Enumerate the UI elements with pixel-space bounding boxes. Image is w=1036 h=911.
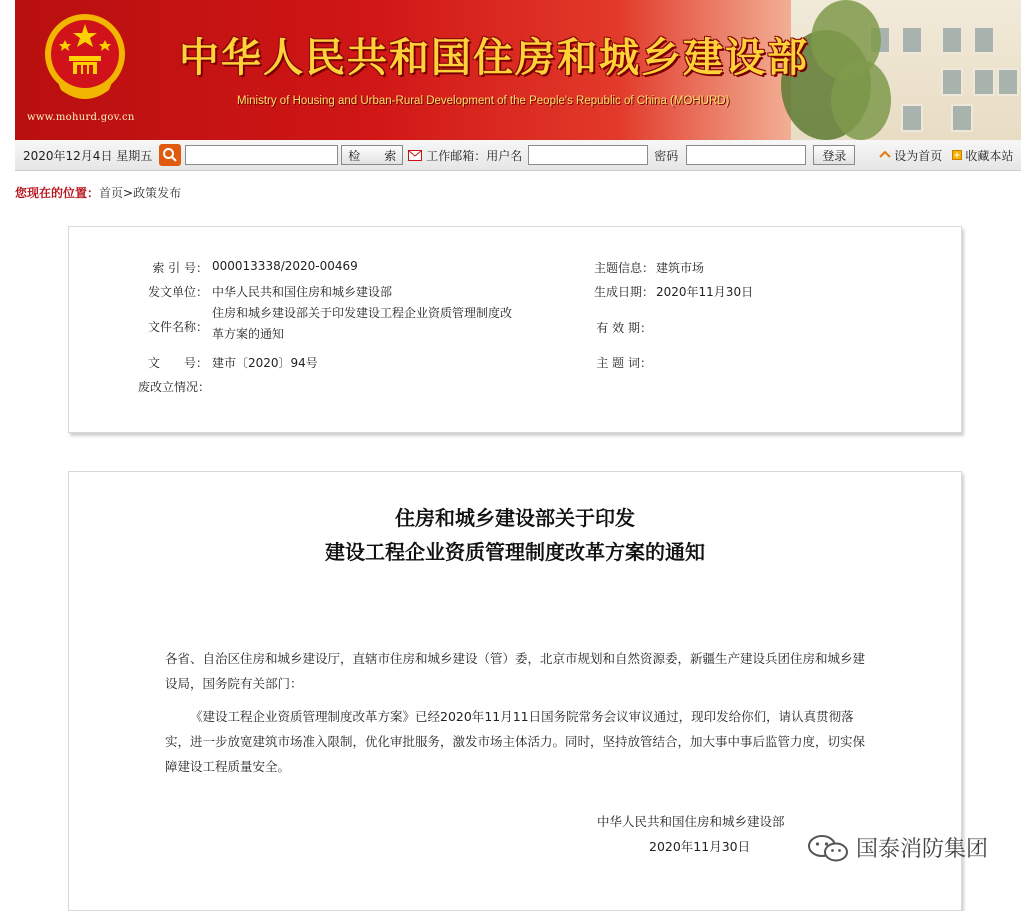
password-label: 密码 xyxy=(654,148,679,163)
docname-value: 住房和城乡建设部关于印发建设工程企业资质管理制度改革方案的通知 xyxy=(212,306,513,341)
set-home-label: 设为首页 xyxy=(894,148,943,163)
index-value: 000013338/2020-00469 xyxy=(212,259,358,273)
breadcrumb-label: 您现在的位置： xyxy=(15,186,100,200)
password-input[interactable] xyxy=(686,145,806,165)
national-emblem-icon xyxy=(43,10,127,104)
doc-sign-date: 2020年11月30日 xyxy=(649,839,751,854)
current-date: 2020年12月4日 星期五 xyxy=(23,148,153,163)
issuer-label: 发文单位： xyxy=(147,285,208,299)
docno-value: 建市〔2020〕94号 xyxy=(212,356,318,370)
mail-icon xyxy=(408,150,422,161)
breadcrumb-home[interactable]: 首页 xyxy=(99,186,124,200)
header-banner xyxy=(15,0,1021,140)
breadcrumb xyxy=(15,184,181,201)
set-home-link[interactable] xyxy=(879,147,942,164)
bookmark-label: 收藏本站 xyxy=(965,148,1014,163)
docno-label: 文 号： xyxy=(147,356,208,370)
bookmark-icon xyxy=(952,150,962,160)
gen-date-value: 2020年11月30日 xyxy=(656,285,754,299)
site-url[interactable]: www.mohurd.gov.cn xyxy=(27,112,135,123)
search-input[interactable] xyxy=(185,145,338,165)
issuer-value: 中华人民共和国住房和城乡建设部 xyxy=(212,285,393,299)
breadcrumb-separator: > xyxy=(123,186,134,200)
topic-value: 建筑市场 xyxy=(656,261,705,275)
breadcrumb-current[interactable]: 政策发布 xyxy=(133,186,182,200)
wechat-icon xyxy=(806,833,850,863)
doc-paragraph: 《建设工程企业资质管理制度改革方案》已经2020年11月11日国务院常务会议审议通过，现印发给你们，请认真贯彻落实，进一步放宽建筑市场准入限制，优化审批服务，激发市场主体活力。同时，坚持放管结合，加大事中事后监管力度，切实保障建设工程质量安全。 xyxy=(165,709,866,774)
watermark xyxy=(806,832,988,863)
site-title: 中华人民共和国住房和城乡建设部 xyxy=(179,34,809,81)
keyword-label: 主 题 词： xyxy=(596,356,652,370)
username-input[interactable] xyxy=(528,145,648,165)
doc-title-line1: 住房和城乡建设部关于印发 xyxy=(395,506,635,530)
doc-recipients: 各省、自治区住房和城乡建设厅，直辖市住房和城乡建设（管）委，北京市规划和自然资源委，新疆生产建设兵团住房和城乡建设局，国务院有关部门： xyxy=(165,651,866,691)
document-meta-panel xyxy=(68,226,962,433)
search-button[interactable]: 检 索 xyxy=(341,145,403,165)
doc-signature: 中华人民共和国住房和城乡建设部 xyxy=(597,814,785,829)
home-icon xyxy=(879,150,891,160)
building-photo xyxy=(791,0,1021,140)
docname-label: 文件名称： xyxy=(147,320,208,334)
search-icon[interactable] xyxy=(159,144,181,166)
status-label: 废改立情况： xyxy=(138,380,211,394)
mail-username-label: 工作邮箱：用户名 xyxy=(426,148,523,163)
index-label: 索 引 号： xyxy=(152,261,208,275)
login-button[interactable]: 登录 xyxy=(813,145,855,165)
watermark-text: 国泰消防集团 xyxy=(856,837,989,862)
bookmark-link[interactable] xyxy=(952,147,1013,164)
top-toolbar xyxy=(15,140,1021,171)
topic-label: 主题信息： xyxy=(594,261,655,275)
valid-label: 有 效 期： xyxy=(596,321,652,335)
gen-date-label: 生成日期： xyxy=(594,285,655,299)
site-title-english: Ministry of Housing and Urban-Rural Development of the People's Republic of China (MOHURD) xyxy=(237,95,730,107)
doc-title-line2: 建设工程企业资质管理制度改革方案的通知 xyxy=(325,540,705,564)
